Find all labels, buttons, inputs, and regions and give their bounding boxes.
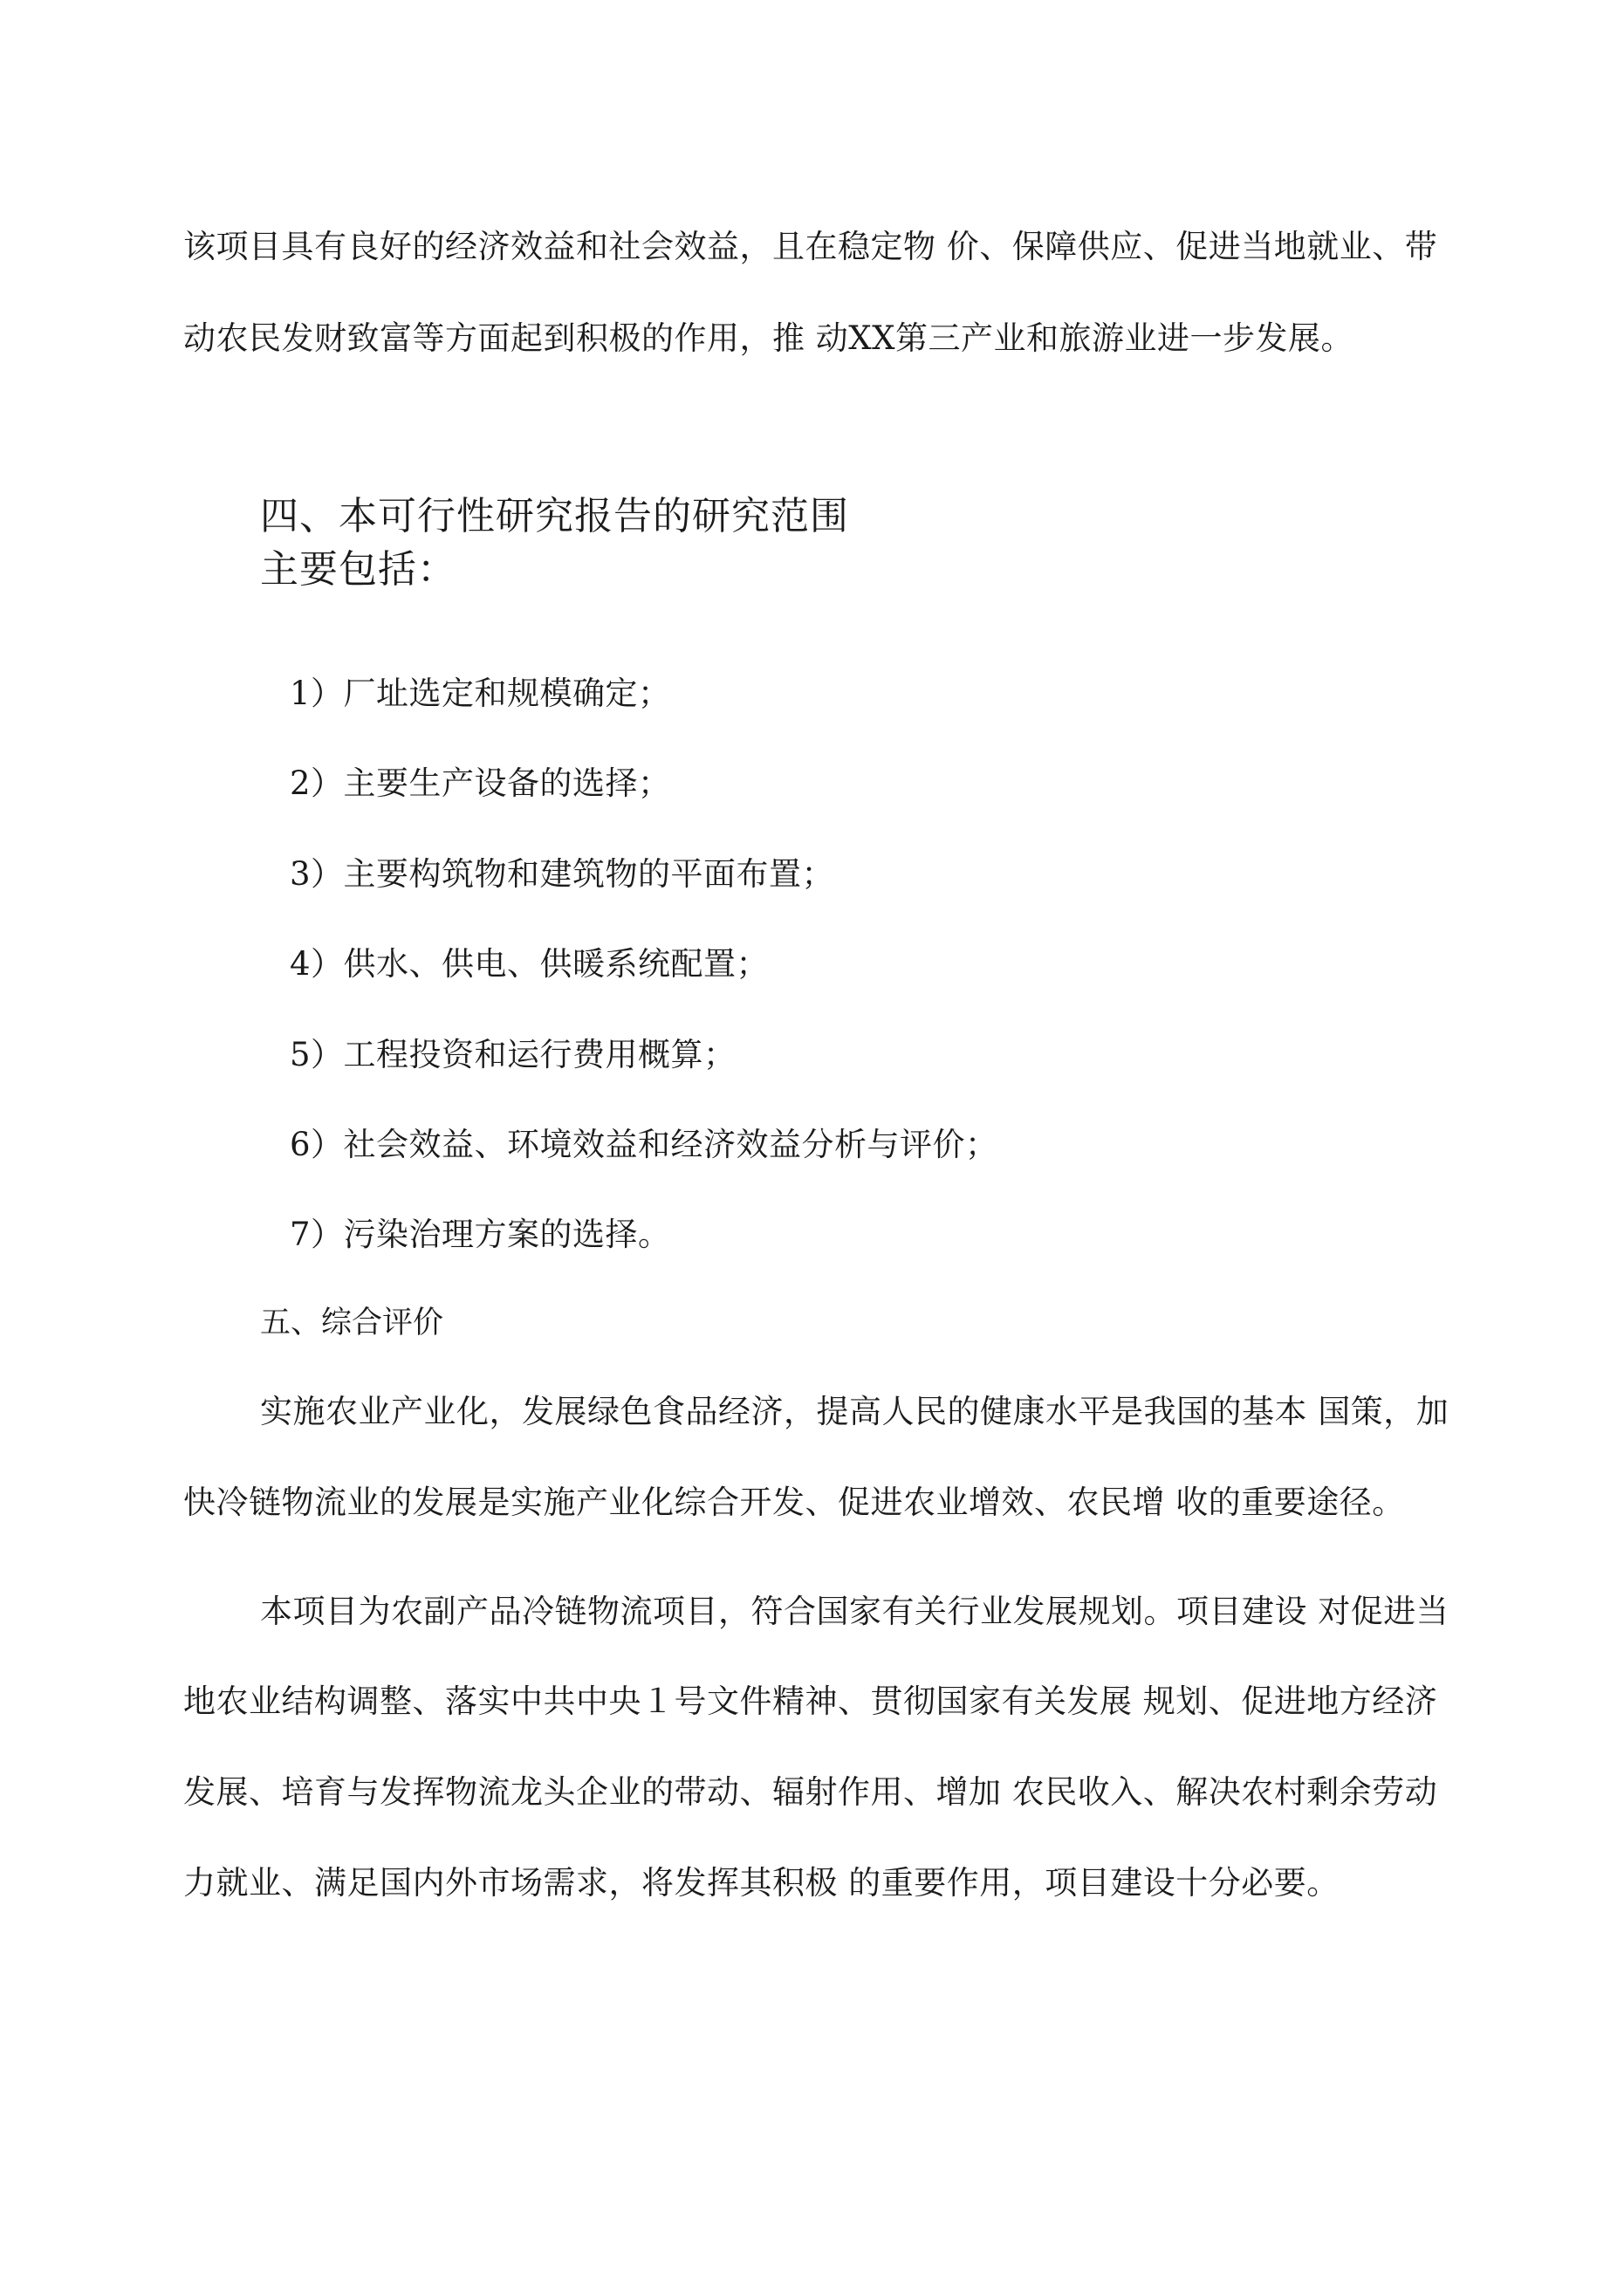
scope-list-item-5: 5）工程投资和运行费用概算； bbox=[290, 1036, 737, 1073]
scope-list-item-2: 2）主要生产设备的选择； bbox=[290, 764, 671, 802]
scope-list-item-3: 3）主要构筑物和建筑物的平面布置； bbox=[290, 855, 835, 893]
intro-paragraph-line-1: 该项目具有良好的经济效益和社会效益，且在稳定物 价、保障供应、促进当地就业、带 bbox=[183, 228, 1438, 265]
section-4-subheading: 主要包括： bbox=[260, 547, 456, 592]
evaluation-paragraph-2-line-1: 本项目为农副产品冷链物流项目，符合国家有关行业发展规划。项目建设 对促进当 bbox=[260, 1593, 1449, 1630]
scope-list-item-1: 1）厂址选定和规模确定； bbox=[290, 675, 671, 712]
evaluation-paragraph-2-line-4: 力就业、满足国内外市场需求，将发挥其积极 的重要作用，项目建设十分必要。 bbox=[183, 1864, 1340, 1902]
section-5-heading: 五、综合评价 bbox=[260, 1306, 444, 1340]
evaluation-paragraph-1-line-1: 实施农业产业化，发展绿色食品经济，提高人民的健康水平是我国的基本 国策，加 bbox=[260, 1393, 1449, 1430]
scope-list-item-7: 7）污染治理方案的选择。 bbox=[290, 1216, 671, 1253]
intro-paragraph-line-2: 动农民发财致富等方面起到积极的作用，推 动XX第三产业和旅游业进一步发展。 bbox=[183, 319, 1353, 357]
scope-list-item-6: 6）社会效益、环境效益和经济效益分析与评价； bbox=[290, 1126, 998, 1163]
section-4-heading: 四、本可行性研究报告的研究范围 bbox=[260, 494, 849, 538]
scope-list-item-4: 4）供水、供电、供暖系统配置； bbox=[290, 945, 770, 983]
evaluation-paragraph-1-line-2: 快冷链物流业的发展是实施产业化综合开发、促进农业增效、农民增 收的重要途径。 bbox=[183, 1484, 1405, 1521]
evaluation-paragraph-2-line-2: 地农业结构调整、落实中共中央１号文件精神、贯彻国家有关发展 规划、促进地方经济 bbox=[183, 1683, 1438, 1720]
evaluation-paragraph-2-line-3: 发展、培育与发挥物流龙头企业的带动、辐射作用、增加 农民收入、解决农村剩余劳动 bbox=[183, 1773, 1438, 1811]
